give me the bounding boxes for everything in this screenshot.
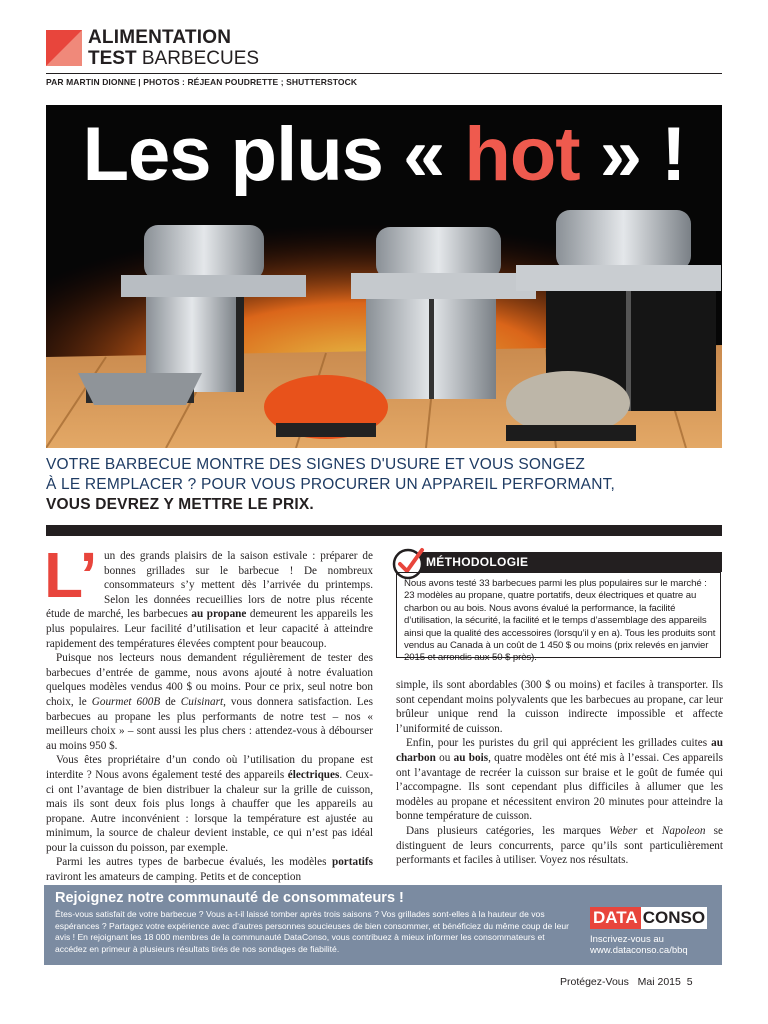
paragraph: Parmi les autres types de barbecue évalués, les modèles portatifs raviront les amateurs de camping. Petits et de conception xyxy=(46,856,373,884)
drop-cap: L’ xyxy=(44,539,98,611)
byline: PAR MARTIN DIONNE | PHOTOS : RÉJEAN POUDRETTE ; SHUTTERSTOCK xyxy=(46,77,358,87)
subsection-title: TEST BARBECUES xyxy=(88,48,260,69)
paragraph: Vous êtes propriétaire d’un condo où l’utilisation du propane est interdite ? Nous avons également testé des appareils électriques. Ceux-ci ont l’avantage de bien distribuer la chaleur sur la grille de cuisson, mais ils sont deux fois plus longs à chauffer que les appareils au propane. Autre inconvénient : lorsque la température est ajustée au minimum, la source de chaleur devient instable, ce qui n’est pas idéal pour la cuisson du poisson, par exemple. xyxy=(46,754,374,854)
paragraph: Dans plusieurs catégories, les marques Weber et Napoleon se distinguent de leurs concurrents, parce qu’ils sont particulièrement performants et faciles à utiliser. Voyez nos résultats. xyxy=(396,824,723,867)
hero-image xyxy=(46,105,722,448)
header-rule xyxy=(46,73,722,74)
issue-date: Mai 2015 xyxy=(637,976,681,988)
page-footer xyxy=(560,976,693,988)
section-logo-square xyxy=(46,30,82,66)
paragraph: un des grands plaisirs de la saison estivale : préparer de bonnes grillades sur le barbecue ! De nombreux consommateurs s’y mettent dès l’arrivée du printemps. Selon les données recueillies lors de notre plus récente étude de marché, les barbecues au propane demeurent les appareils les plus populaires. Leur facilité d’utilisation et leur capacité à atteindre rapidement des températures élevées comptent pour beaucoup. xyxy=(46,550,374,650)
methodology-text: Nous avons testé 33 barbecues parmi les plus populaires sur le marché : 23 modèles au propane, quatre portatifs, deux électriques et quatre au charbon ou au bois. Nous avons évalué la performance, la facilité d’utilisation, la sécurité, la facilité et le temps d’assemblage des appareils ainsi que la qualité des accessoires (lorsqu’il y en a). Tous les produits sont vendus au Canada à un coût de 1 450 $ ou moins (prix relevés en janvier 2015 et arrondis aux 50 $ près). xyxy=(404,578,716,664)
methodology-title: MÉTHODOLOGIE xyxy=(426,555,529,569)
hero-title: Les plus « hot » ! xyxy=(82,112,686,197)
article-column-2 xyxy=(396,678,723,868)
paragraph: Puisque nos lecteurs nous demandent régulièrement de tester des barbecues d’entrée de gamme, nous avons ajouté à notre évaluation quelques modèles vendus 400 $ ou moins. Pour ce prix, seul notre bon choix, le Gourmet 600B de Cuisinart, vous donnera satisfaction. Les barbecues au propane les plus performants de notre test – nos « meilleurs choix » – sont aussi les plus chers : attendez-vous à débourser au moins 950 $. xyxy=(46,652,373,752)
section-title: ALIMENTATION xyxy=(88,27,232,48)
paragraph: Enfin, pour les puristes du gril qui apprécient les grillades cuites au charbon ou au bois, quatre modèles ont été mis à l’essai. Ces appareils ont l’avantage de recréer la cuisson sur braise et le goût de fumée qui l’accompagne. Ils sont cependant plus difficiles à allumer que les modèles au propane et nécessitent environ 20 minutes pour atteindre la bonne température de cuisson. xyxy=(396,737,724,823)
page-number: 5 xyxy=(686,976,693,988)
banner-text: Êtes-vous satisfait de votre barbecue ? Vous a-t-il laissé tomber après trois saisons ? Vos grillades sont-elles à la hauteur de vos espérances ? Partagez votre expérience avec d’autres personnes soucieuses de bien consommer, et bénéficiez du même coup de leur avis ! En rejoignant les 18 000 membres de la communauté DataConso, vous contribuez à mieux informer les consommateurs et accédez en primeur à plusieurs résultats tirés de nos sondages de fiabilité. xyxy=(55,909,570,954)
lede-rule xyxy=(46,525,722,536)
dataconso-logo: DATA CONSO xyxy=(590,907,707,929)
banner-title: Rejoignez notre communauté de consommateurs ! xyxy=(55,890,404,906)
article-column-1 xyxy=(46,549,373,885)
signup-link[interactable]: Inscrivez-vous au www.dataconso.ca/bbq xyxy=(590,934,688,956)
paragraph: simple, ils sont abordables (300 $ ou moins) et faciles à transporter. Ils sont cependant moins polyvalents que les barbecues au propane, car leur brûleur unique rend la cuisson indirecte impossible et affecte l’uniformité de cuisson. xyxy=(396,679,723,735)
magazine-name: Protégez-Vous xyxy=(560,976,629,988)
lede: VOTRE BARBECUE MONTRE DES SIGNES D'USURE ET VOUS SONGEZ À LE REMPLACER ? POUR VOUS PROCURER UN APPAREIL PERFORMANT, VOUS DEVREZ Y METTRE LE PRIX. xyxy=(46,456,616,513)
